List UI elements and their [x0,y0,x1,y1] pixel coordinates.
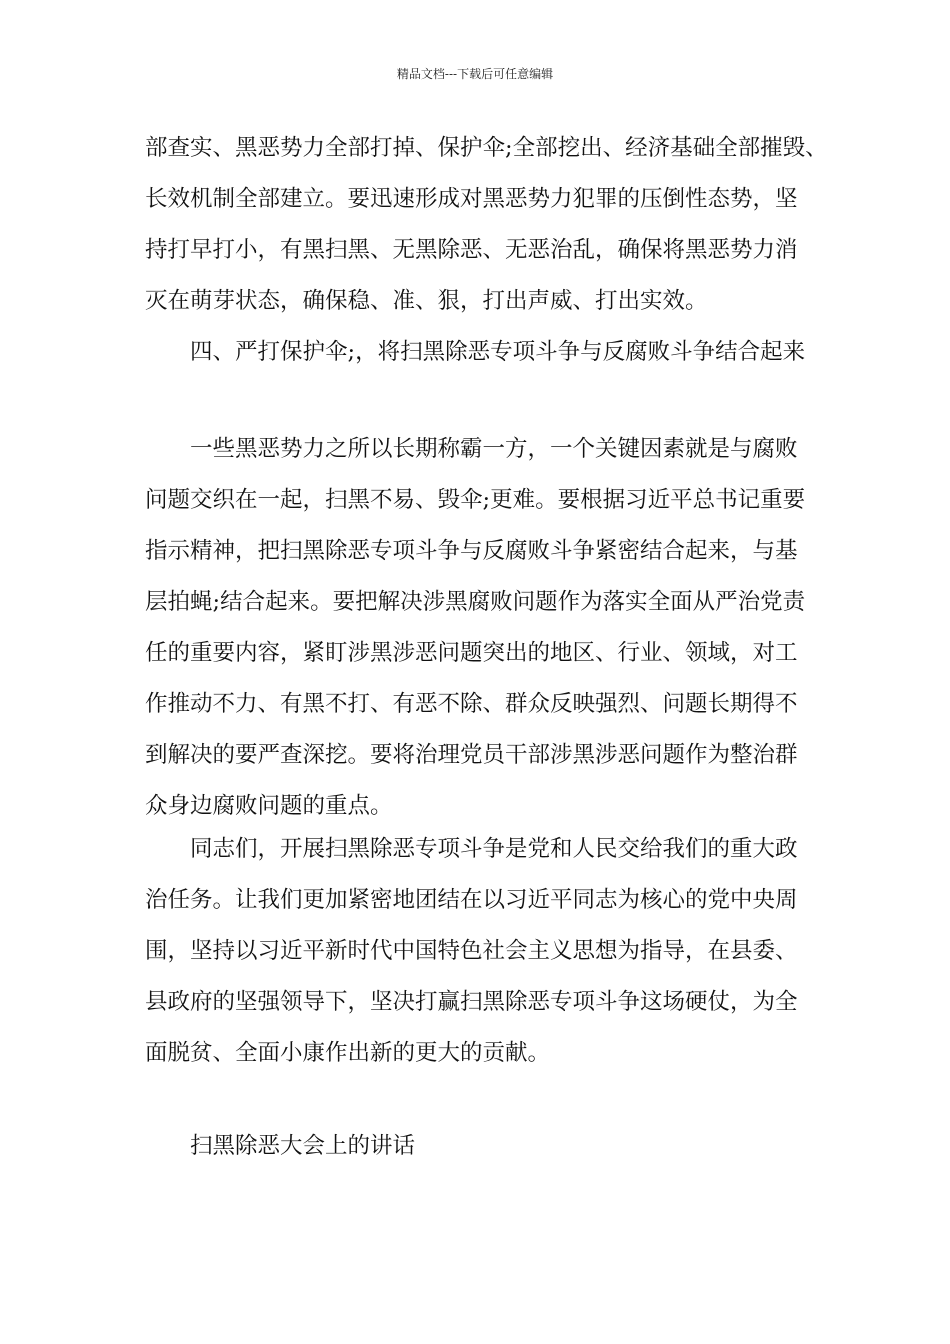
heading-line: 四、严打保护伞;，将扫黑除恶专项斗争与反腐败斗争结合起来 [190,339,806,365]
text-line: 长效机制全部建立。要迅速形成对黑恶势力犯罪的压倒性态势，坚 [145,186,798,212]
page-header: 精品文档---下载后可任意编辑 [396,67,554,81]
text-line: 部查实、黑恶势力全部打掉、保护伞;全部挖出、经济基础全部摧毁、 [145,135,828,161]
text-line: 指示精神，把扫黑除恶专项斗争与反腐败斗争紧密结合起来，与基 [145,538,798,564]
text-line: 灭在萌芽状态，确保稳、准、狠，打出声威、打出实效。 [145,288,708,314]
text-line: 围，坚持以习近平新时代中国特色社会主义思想为指导，在县委、 [145,938,798,964]
text-line: 到解决的要严查深挖。要将治理党员干部涉黑涉恶问题作为整治群 [145,742,798,768]
paragraph-continuation [145,123,828,327]
section-heading-four [145,327,810,378]
text-line: 一些黑恶势力之所以长期称霸一方，一个关键因素就是与腐败 [190,436,798,462]
text-line: 同志们，开展扫黑除恶专项斗争是党和人民交给我们的重大政 [190,836,798,862]
text-line: 层拍蝇;结合起来。要把解决涉黑腐败问题作为落实全面从严治党责 [145,589,806,615]
next-document-title [145,1121,810,1172]
paragraph-corruption [145,424,810,832]
text-line: 众身边腐败问题的重点。 [145,793,393,819]
paragraph-closing [145,824,810,1079]
text-line: 县政府的坚强领导下，坚决打赢扫黑除恶专项斗争这场硬仗，为全 [145,989,798,1015]
text-line: 任的重要内容，紧盯涉黑涉恶问题突出的地区、行业、领域，对工 [145,640,798,666]
text-line: 治任务。让我们更加紧密地团结在以习近平同志为核心的党中央周 [145,887,798,913]
title-line: 扫黑除恶大会上的讲话 [190,1133,416,1159]
text-line: 面脱贫、全面小康作出新的更大的贡献。 [145,1040,551,1066]
text-line: 问题交织在一起，扫黑不易、毁伞;更难。要根据习近平总书记重要 [145,487,806,513]
text-line: 持打早打小，有黑扫黑、无黑除恶、无恶治乱，确保将黑恶势力消 [145,237,798,263]
text-line: 作推动不力、有黑不打、有恶不除、群众反映强烈、问题长期得不 [145,691,798,717]
